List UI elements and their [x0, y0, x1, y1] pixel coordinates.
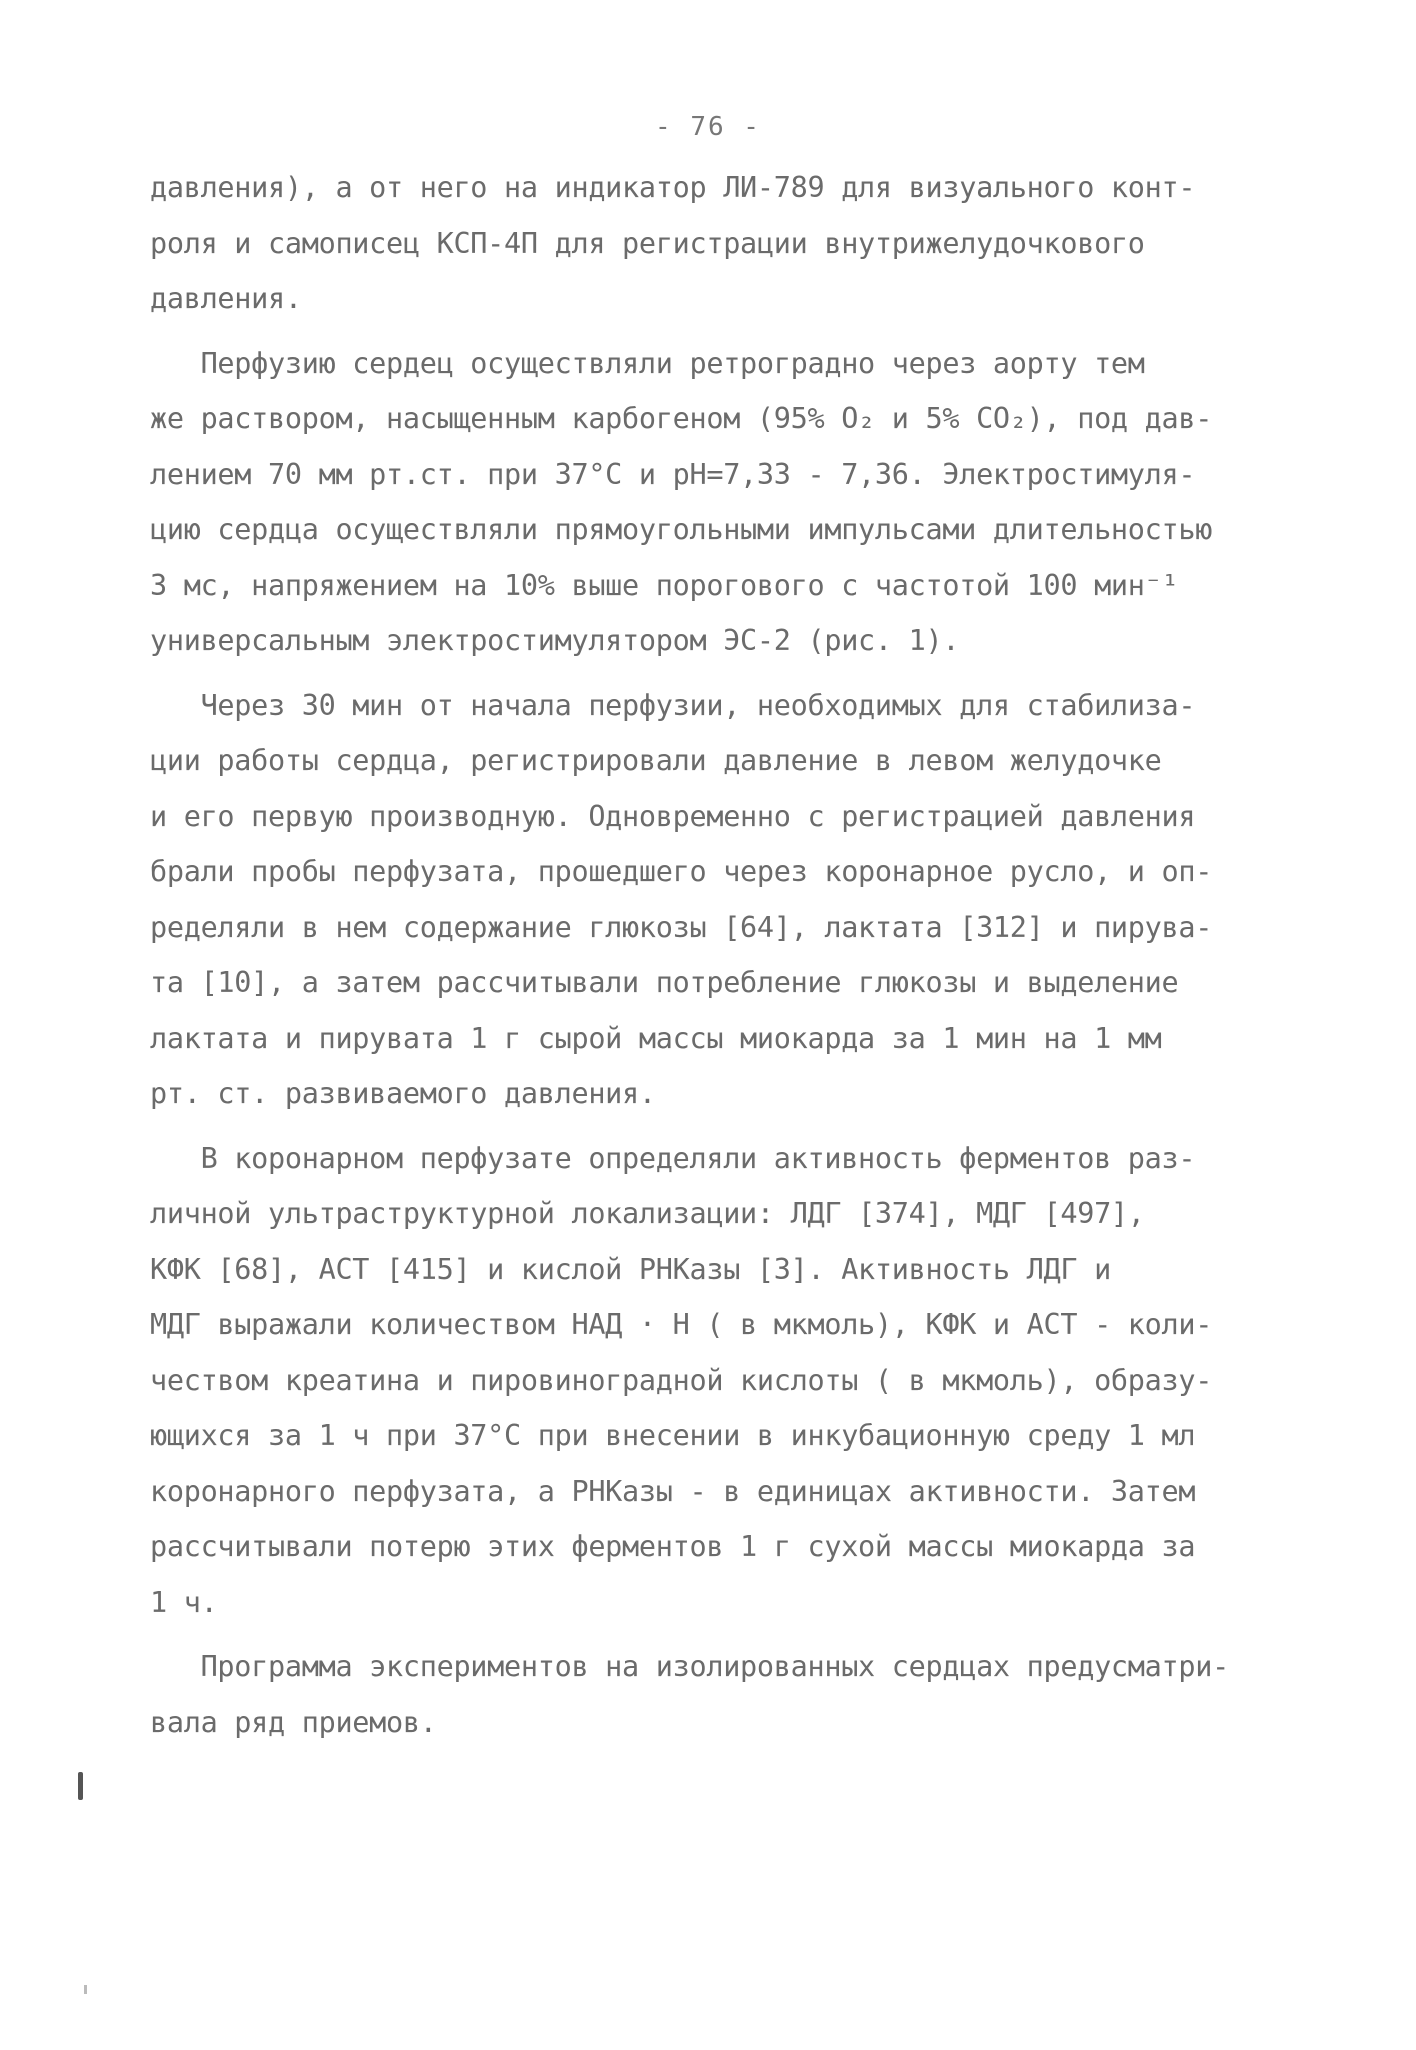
text-line: брали пробы перфузата, прошедшего через коронарное русло, и оп-	[150, 855, 1213, 888]
text-line: ющихся за 1 ч при 37°C при внесении в инкубационную среду 1 мл	[150, 1419, 1196, 1452]
paragraph-gap	[150, 1122, 1280, 1131]
text-line: цию сердца осуществляли прямоугольными импульсами длительностью	[150, 513, 1213, 546]
text-line: давления), а от него на индикатор ЛИ-789 для визуального конт-	[150, 171, 1196, 204]
text-line: КФК [68], АСТ [415] и кислой РНКазы [3]. Активность ЛДГ и	[150, 1252, 1111, 1286]
text-line: же раствором, насыщенным карбогеном (95% O₂ и 5% CO₂), под дав-	[150, 402, 1213, 435]
body-text	[150, 160, 1280, 1750]
text-line: ции работы сердца, регистрировали давление в левом желудочке	[150, 744, 1162, 777]
text-line: универсальным электростимулятором ЭС-2 (рис. 1).	[150, 624, 960, 657]
text-line: вала ряд приемов.	[150, 1705, 437, 1739]
text-line: та [10], а затем рассчитывали потребление глюкозы и выделение	[150, 966, 1179, 999]
text-line: рт. ст. развиваемого давления.	[150, 1077, 656, 1110]
text-line: 3 мс, напряжением на 10% выше порогового с частотой 100 мин⁻¹	[150, 568, 1179, 602]
paragraph-gap	[150, 669, 1280, 678]
margin-mark	[78, 1772, 83, 1800]
text-line: 1 ч.	[150, 1585, 218, 1619]
text-line: Перфузию сердец осуществляли ретроградно через аорту тем	[150, 346, 1145, 380]
text-line: Через 30 мин от начала перфузии, необходимых для стабилиза-	[150, 688, 1196, 722]
text-line: МДГ выражали количеством НАД · Н ( в мкмоль), КФК и АСТ - коли-	[150, 1308, 1213, 1341]
margin-speck	[84, 1985, 87, 1994]
text-line: давления.	[150, 282, 302, 315]
text-line: ределяли в нем содержание глюкозы [64], лактата [312] и пирува-	[150, 910, 1213, 944]
text-line: лактата и пирувата 1 г сырой массы миокарда за 1 мин на 1 мм	[150, 1021, 1162, 1055]
text-line: роля и самописец КСП-4П для регистрации внутрижелудочкового	[150, 226, 1145, 260]
text-line: Программа экспериментов на изолированных сердцах предусматри-	[150, 1650, 1229, 1683]
text-line: коронарного перфузата, а РНКазы - в единицах активности. Затем	[150, 1474, 1196, 1508]
text-line: и его первую производную. Одновременно с регистрацией давления	[150, 799, 1196, 833]
text-line: рассчитывали потерю этих ферментов 1 г сухой массы миокарда за	[150, 1530, 1196, 1563]
text-line: лением 70 мм рт.ст. при 37°C и pH=7,33 - 7,36. Электростимуля-	[150, 457, 1196, 491]
text-line: чеством креатина и пировиноградной кислоты ( в мкмоль), образу-	[150, 1363, 1213, 1397]
paragraph-gap	[150, 327, 1280, 336]
paragraph-gap	[150, 1630, 1280, 1639]
text-line: В коронарном перфузате определяли активность ферментов раз-	[150, 1141, 1196, 1175]
text-line: личной ультраструктурной локализации: ЛДГ [374], МДГ [497],	[150, 1197, 1145, 1230]
page-number: - 76 -	[655, 112, 761, 142]
